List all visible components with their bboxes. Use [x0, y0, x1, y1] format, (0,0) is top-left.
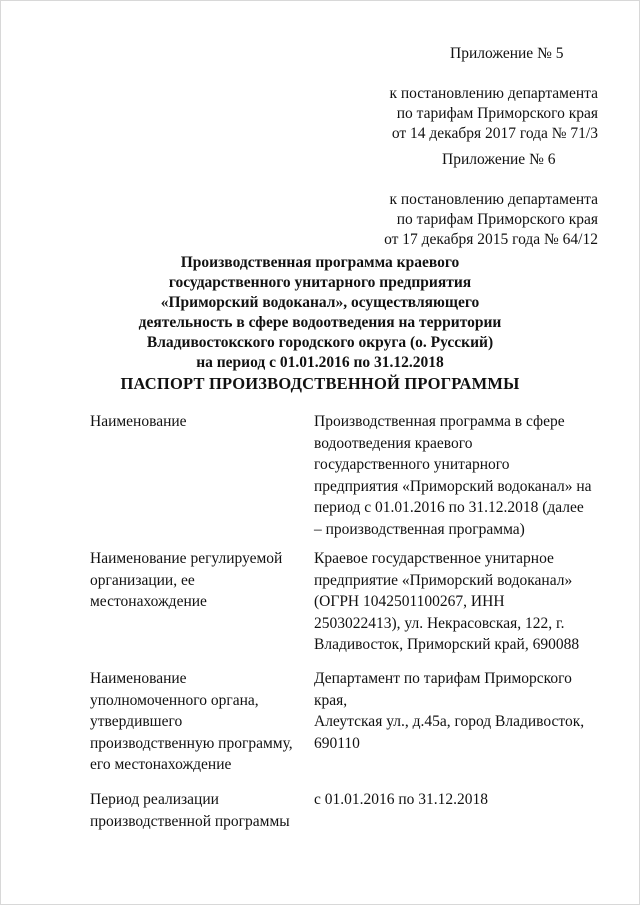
title-line: государственного унитарного предприятия [168, 274, 472, 291]
row-value-line: Производственная программа в сфере [314, 413, 565, 430]
row-label [90, 668, 300, 776]
row-label-line: Период реализации [90, 791, 219, 808]
row-label-line: организации, ее [90, 571, 195, 589]
row-value-line: водоотведения краевого [314, 434, 473, 452]
passport-title: ПАСПОРТ ПРОИЗВОДСТВЕННОЙ ПРОГРАММЫ [120, 374, 520, 393]
row-value-line: период с 01.01.2016 по 31.12.2018 (далее [314, 499, 584, 516]
attachment-5-body [380, 84, 620, 144]
row-label-line: местонахождение [90, 593, 207, 610]
attachment-6-line: от 17 декабря 2015 года № 64/12 [384, 231, 598, 248]
attachment-6-line: к постановлению департамента [389, 191, 598, 208]
row-label-line: производственной программы [90, 812, 290, 830]
attachment-5-line: к постановлению департамента [389, 85, 598, 102]
row-value [314, 411, 592, 540]
row-value-line: края, [314, 691, 348, 709]
row-value-line: 2503022413), ул. Некрасовская, 122, г. [314, 614, 565, 632]
row-value [314, 789, 584, 811]
row-value-line: Краевое государственное унитарное [314, 550, 554, 567]
row-label [90, 548, 300, 613]
row-value-line: предприятие «Приморский водоканал» [314, 571, 573, 589]
attachment-6-block [380, 150, 620, 250]
row-value-line: 690110 [314, 734, 360, 752]
row-label [90, 789, 300, 832]
row-label [90, 411, 300, 433]
title-line: Владивостокского городского округа (о. Русский) [146, 334, 494, 351]
title-line: Производственная программа краевого [180, 254, 460, 271]
attachment-6-heading: Приложение № 6 [442, 151, 556, 168]
document-title [100, 253, 540, 373]
row-value-line: предприятия «Приморский водоканал» на [314, 477, 592, 495]
row-value [314, 548, 584, 656]
title-line: «Приморский водоканал», осуществляющего [160, 294, 480, 311]
row-label-line: Наименование [90, 670, 187, 687]
row-value-line: государственного унитарного [314, 456, 510, 473]
row-label-line: Наименование регулируемой [90, 550, 283, 567]
row-value-line: (ОГРН 1042501100267, ИНН [314, 593, 505, 610]
row-label-line: его местонахождение [90, 756, 232, 773]
row-value-line: Владивосток, Приморский край, 690088 [314, 636, 580, 653]
row-label-line: утвердившего [90, 713, 183, 730]
title-line: деятельность в сфере водоотведения на территории [138, 314, 502, 331]
row-label-line: уполномоченного органа, [90, 691, 259, 709]
row-value-line: – производственная программа) [314, 520, 525, 538]
attachment-6-line: по тарифам Приморского края [396, 211, 598, 228]
row-value [314, 668, 584, 754]
row-label-line: производственную программу, [90, 734, 293, 752]
row-value-line: Департамент по тарифам Приморского [314, 670, 572, 687]
attachment-5-line: по тарифам Приморского края [396, 105, 598, 122]
row-label-line: Наименование [90, 413, 187, 430]
attachment-6-body [380, 190, 620, 250]
row-value-line: Алеутская ул., д.45а, город Владивосток, [314, 713, 585, 730]
title-line: на период с 01.01.2016 по 31.12.2018 [196, 354, 444, 371]
attachment-5-line: от 14 декабря 2017 года № 71/3 [391, 125, 598, 142]
row-value-line: с 01.01.2016 по 31.12.2018 [314, 791, 489, 808]
attachment-5-block [380, 44, 620, 144]
attachment-5-heading: Приложение № 5 [450, 45, 564, 62]
